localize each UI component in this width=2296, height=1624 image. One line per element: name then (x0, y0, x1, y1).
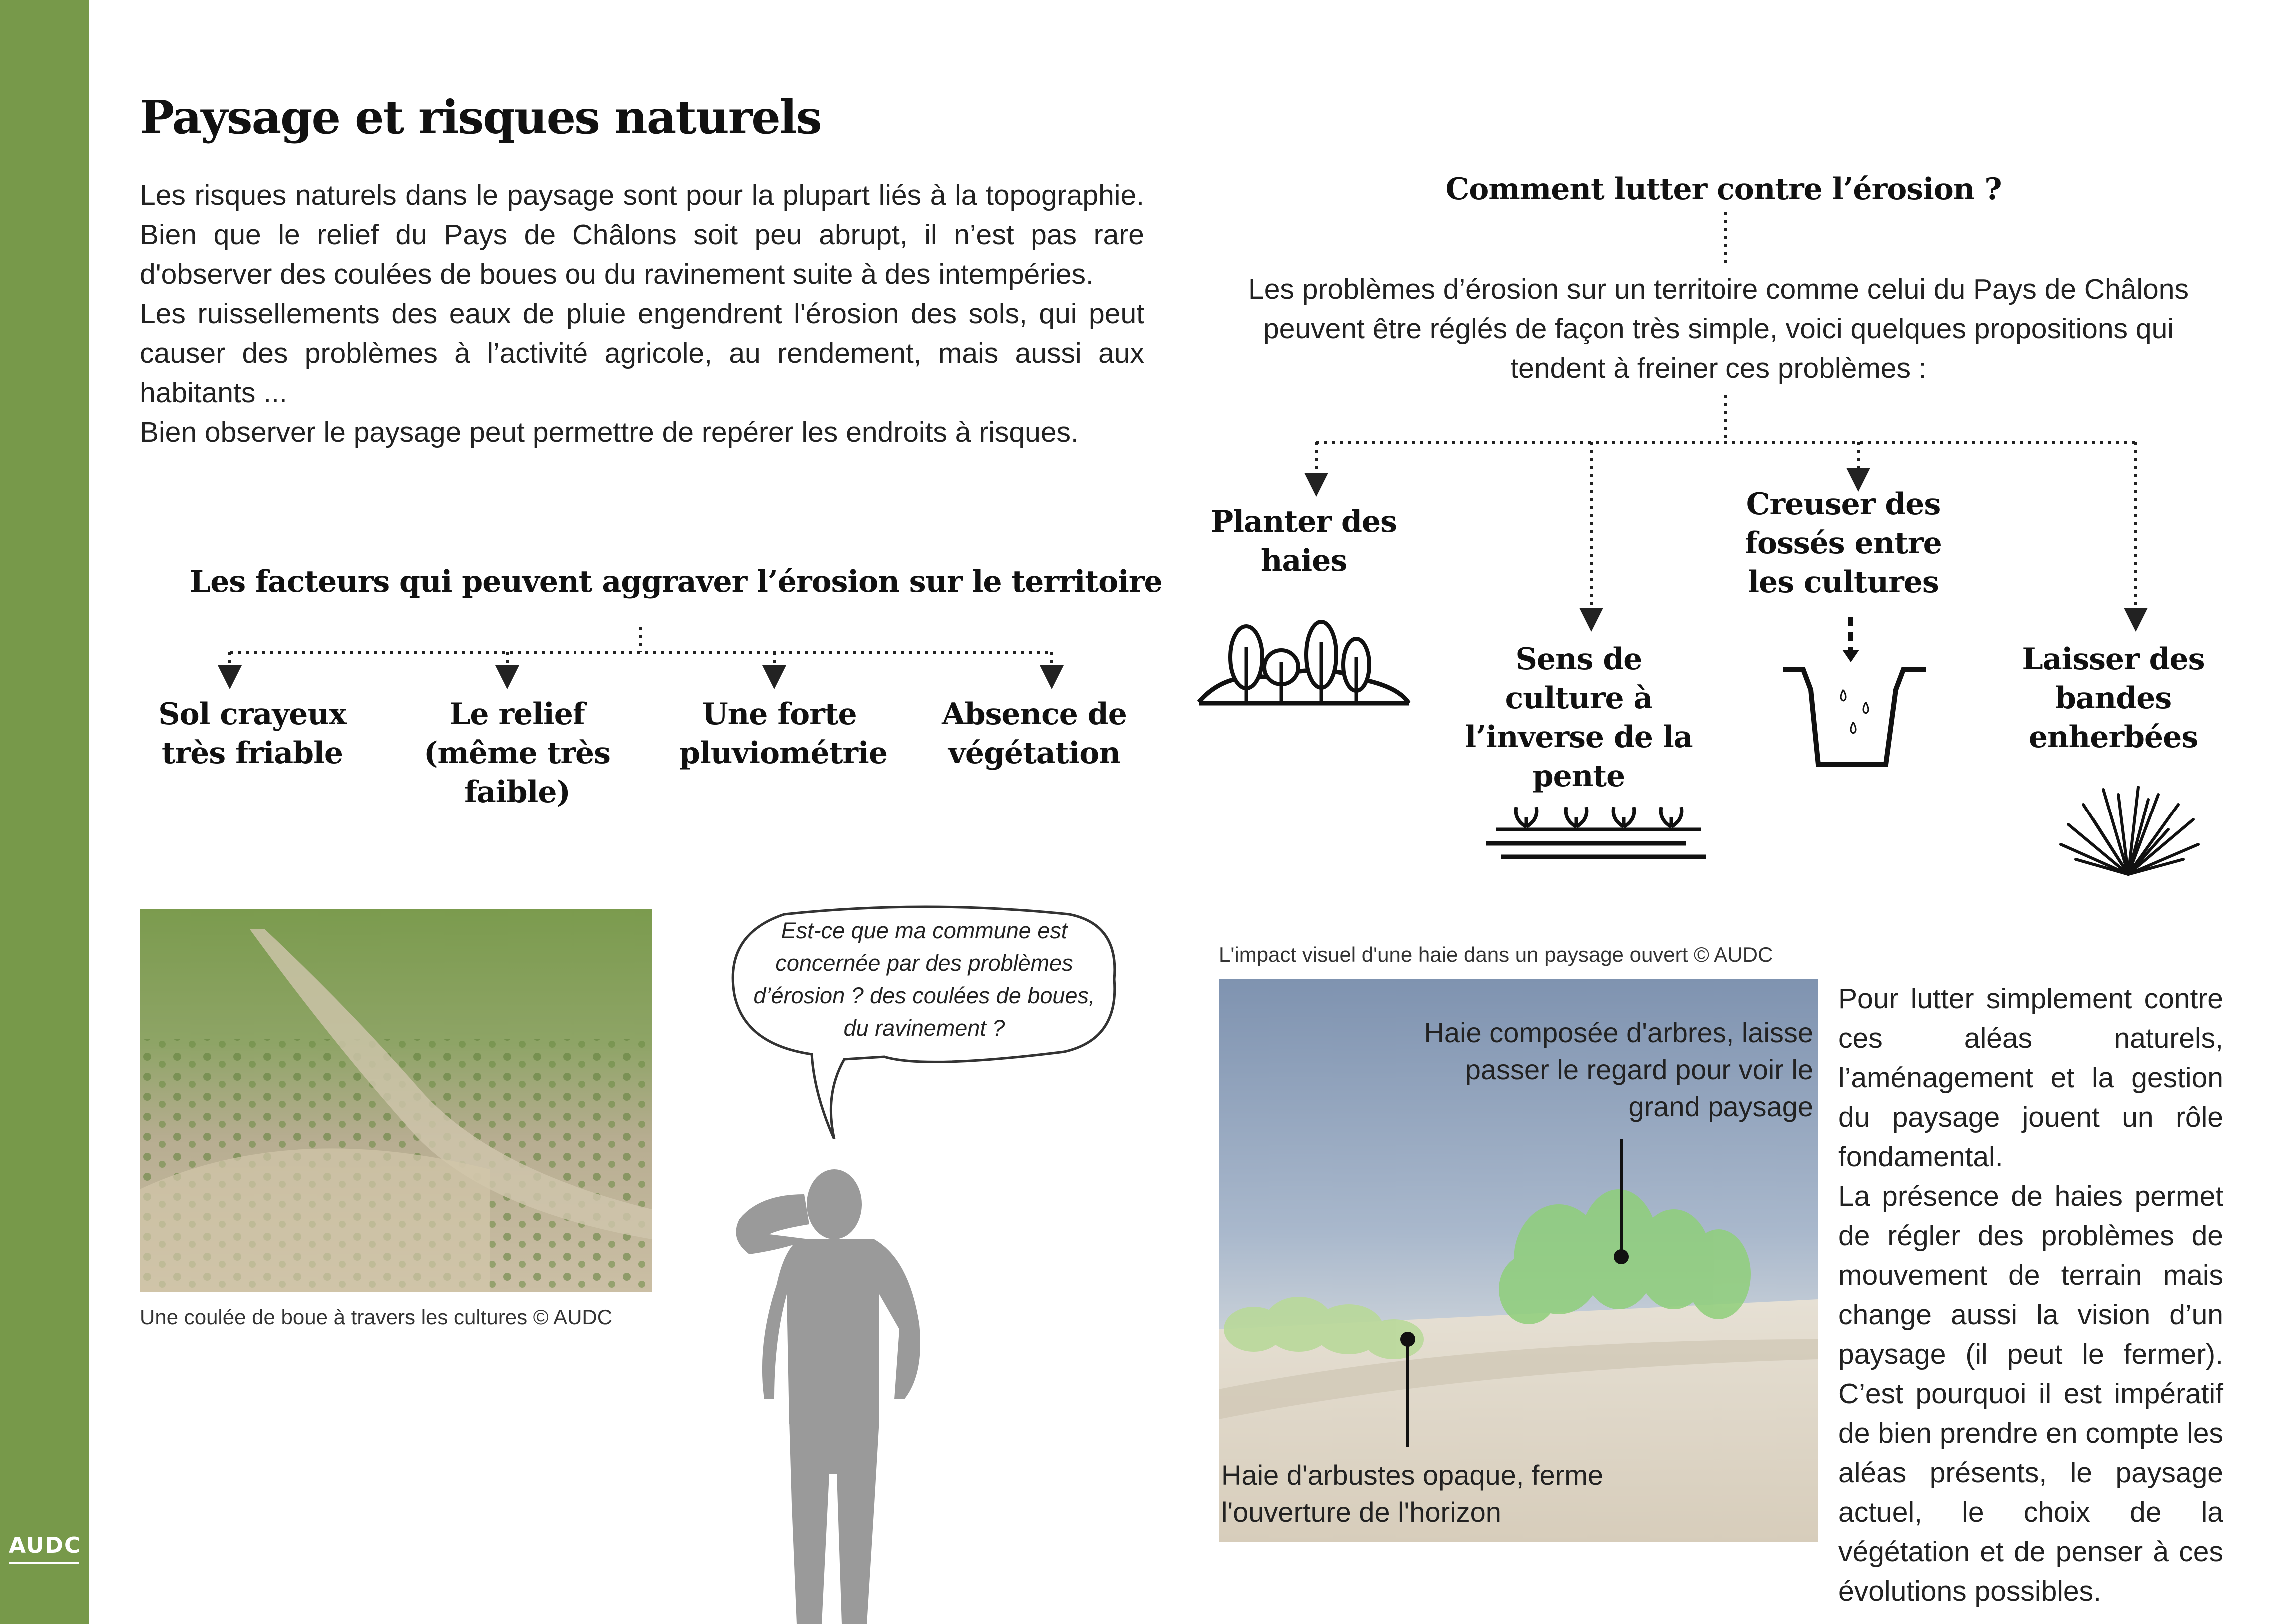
annotation-tree-hedge: Haie composée d'arbres, laisse passer le regard pour voir le grand paysage (1424, 1017, 1813, 1122)
side-text (1838, 979, 2223, 1611)
solution-crop-direction: Sens de culture à l’inverse de la pente (1465, 642, 1693, 794)
annotation-shrub-hedge: Haie d'arbustes opaque, ferme l'ouverture de l'horizon (1221, 1459, 1604, 1528)
sidebar-band (0, 0, 89, 1624)
intro-text (140, 176, 1144, 452)
factor-relief: Le relief (même très faible) (424, 697, 610, 810)
side-paragraph-1: Pour lutter simplement contre ces aléas naturels, l’aménagement et la gestion du paysage jouent un rôle fondamental. (1838, 983, 2223, 1173)
solution-grass-strips: Laisser des bandes enherbées (2022, 642, 2205, 755)
erosion-text: Les problèmes d’érosion sur un territoire comme celui du Pays de Châlons peuvent être réglés de façon très simple, voici quelques propositions qui tendent à freiner ces problèmes : (1248, 273, 2189, 384)
solution-ditches: Creuser des fossés entre les cultures (1745, 487, 1942, 600)
crop-rows-icon (1486, 800, 1706, 864)
bubble-text: Est-ce que ma commune est concernée par des problèmes d’érosion ? des coulées de boues, du ravinement ? (753, 918, 1095, 1041)
intro-paragraph-1: Les risques naturels dans le paysage sont pour la plupart liés à la topographie. Bien que le relief du Pays de Châlons soit peu abrupt, il n’est pas rare d'observer des coulées de boues ou du ravinement suite à des intempéries. (140, 179, 1144, 290)
grass-icon (2053, 785, 2203, 879)
solution-hedges: Planter des haies (1211, 504, 1397, 578)
person-silhouette (729, 1164, 939, 1624)
factor-soil: Sol crayeux très friable (158, 697, 346, 771)
factors-heading: Les facteurs qui peuvent aggraver l’érosion sur le territoire (190, 564, 1162, 599)
ditch-icon (1778, 615, 1933, 770)
erosion-heading: Comment lutter contre l’érosion ? (1445, 172, 2002, 207)
intro-paragraph-3: Bien observer le paysage peut permettre de repérer les endroits à risques. (140, 416, 1079, 448)
factor-rainfall: Une forte pluviométrie (679, 697, 887, 771)
mudflow-caption: Une coulée de boue à travers les cultures © AUDC (140, 1305, 613, 1329)
hedge-photo-caption: L'impact visuel d'une haie dans un paysage ouvert © AUDC (1219, 943, 1773, 966)
trees-icon (1194, 617, 1414, 717)
mudflow-photo (140, 909, 652, 1292)
factor-vegetation: Absence de végétation (942, 697, 1127, 771)
audc-logo: AUDC (9, 1532, 79, 1564)
page-title: Paysage et risques naturels (140, 90, 821, 144)
intro-paragraph-2: Les ruissellements des eaux de pluie engendrent l'érosion des sols, qui peut causer des problèmes à l’activité agricole, au rendement, mais aussi aux habitants ... (140, 298, 1144, 409)
side-paragraph-2: La présence de haies permet de régler des problèmes de mouvement de terrain mais change aussi la vision d’un paysage (il peut le fermer). C’est pourquoi il est impératif de bien prendre en compte les aléas présents, le paysage actuel, le choix de la végétation et de penser à ces évolutions possibles. (1838, 1180, 2224, 1607)
